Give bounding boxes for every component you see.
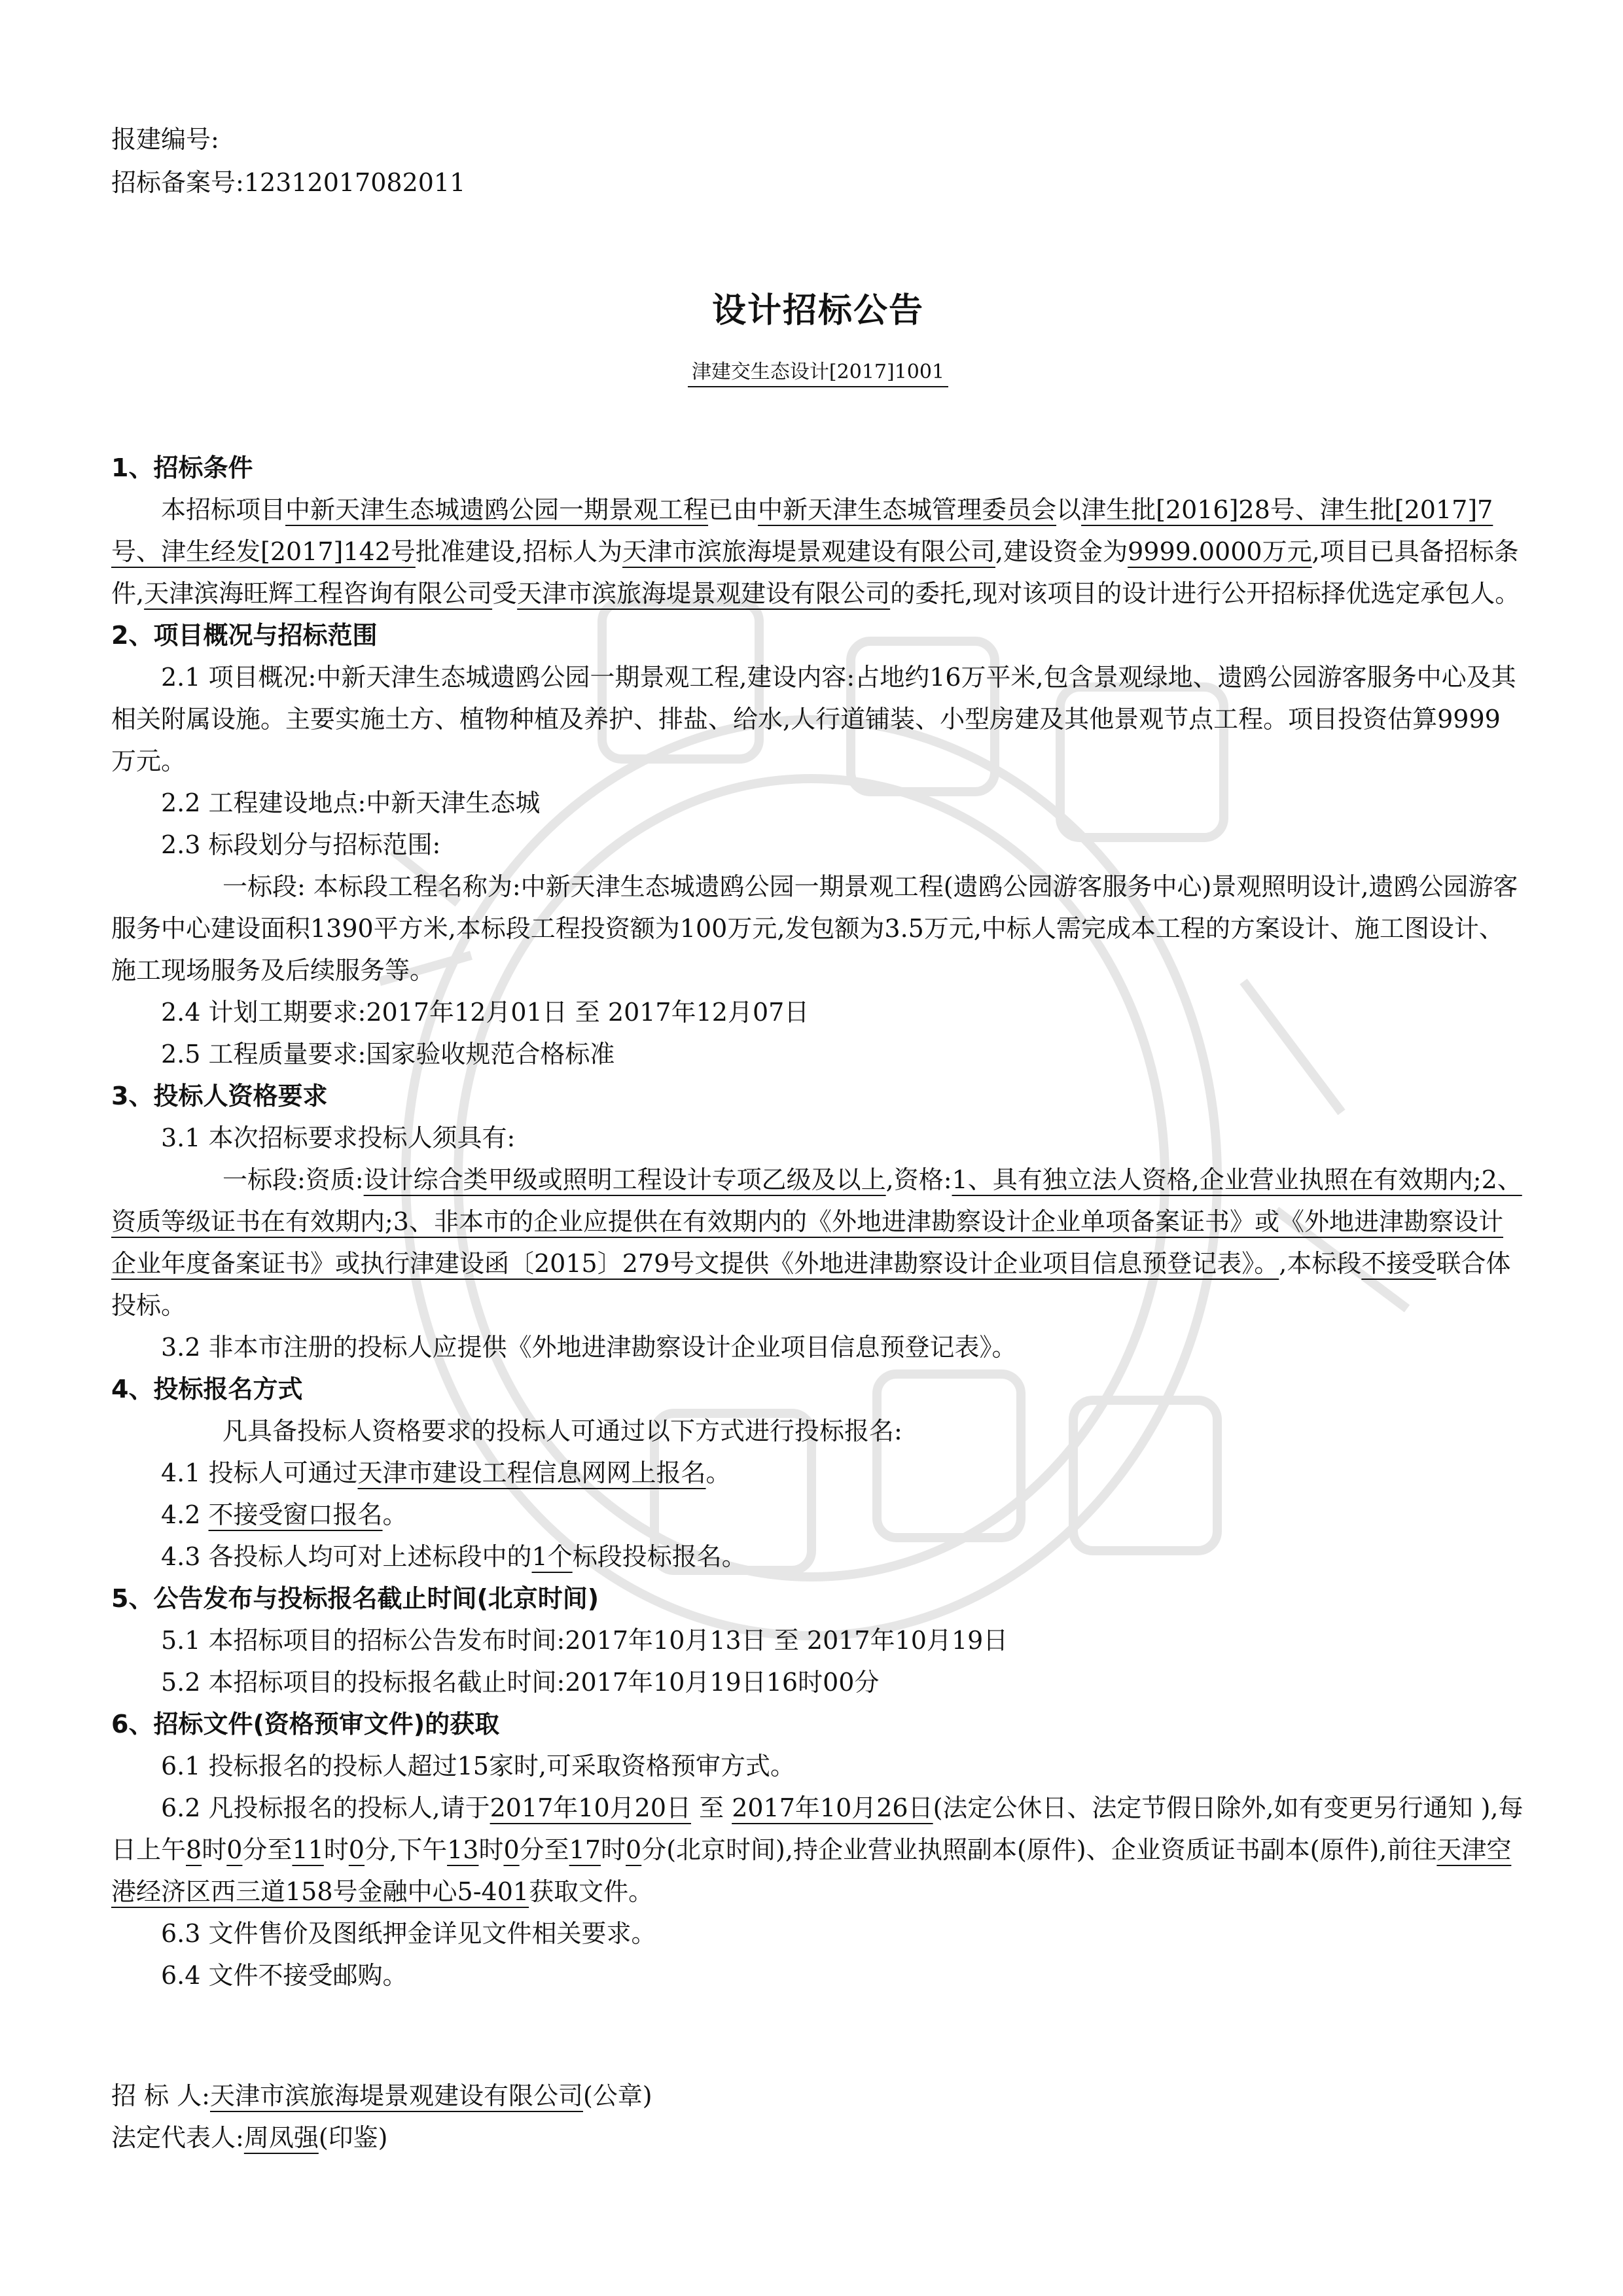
end-date: 2017年10月26日 [732,1793,933,1822]
agent-name: 天津滨海旺辉工程咨询有限公司 [144,579,493,608]
section-5-1: 5.1 本招标项目的招标公告发布时间:2017年10月13日 至 2017年10月19日 [161,1626,1008,1655]
section-6-2: 6.2 凡投标报名的投标人,请于2017年10月20日 至 2017年10月26日(法定公休日、法定节假日除外,如有变更另行通知 ),每日上午8时0分至11时0分,下午13时0分至17时0分(北京时间),持企业营业执照副本(原件)、企业资质证书副本(原件),前往天津空港经济区西三道158号金融中心5-401获取文件。 [111,1793,1524,1906]
registration-site: 天津市建设工程信息网网上报名 [357,1458,706,1487]
section-4-1: 4.1 投标人可通过天津市建设工程信息网网上报名。 [161,1458,731,1487]
section-2-heading: 2、项目概况与招标范围 [111,621,378,650]
document-number: 津建交生态设计[2017]1001 [111,355,1525,384]
section-3-1-lot1: 一标段:资质:设计综合类甲级或照明工程设计专项乙级及以上,资格:1、具有独立法人资格,企业营业执照在有效期内;2、资质等级证书在有效期内;3、非本市的企业应提供在有效期内的《外地进津勘察设计企业单项备案证书》或《外地进津勘察设计企业年度备案证书》或执行津建设函〔2015〕279号文提供《外地进津勘察设计企业项目信息预登记表》。,本标段不接受联合体投标。 [111,1165,1522,1320]
section-2-1: 2.1 项目概况:中新天津生态城遗鸥公园一期景观工程,建设内容:占地约16万平米,包含景观绿地、遗鸥公园游客服务中心及其相关附属设施。主要实施土方、植物种植及养护、排盐、给水,人行道铺装、小型房建及其他景观节点工程。项目投资估算9999万元。 [111,663,1516,775]
filing-no-label: 招标备案号: [111,168,244,197]
section-3-2: 3.2 非本市注册的投标人应提供《外地进津勘察设计企业项目信息预登记表》。 [161,1333,1017,1362]
report-no-line [111,118,1525,161]
section-5-2: 5.2 本招标项目的投标报名截止时间:2017年10月19日16时00分 [161,1668,880,1697]
section-4-2: 4.2 不接受窗口报名。 [161,1500,408,1529]
document-title: 设计招标公告 [711,291,924,330]
section-4-heading: 4、投标报名方式 [111,1375,303,1404]
section-6-1: 6.1 投标报名的投标人超过15家时,可采取资格预审方式。 [161,1752,795,1780]
section-2-3: 2.3 标段划分与招标范围: [161,830,441,859]
signature-tenderer: 招 标 人:天津市滨旅海堤景观建设有限公司(公章) [111,2081,652,2110]
section-2-4: 2.4 计划工期要求:2017年12月01日 至 2017年12月07日 [161,998,810,1027]
section-2-2: 2.2 工程建设地点:中新天津生态城 [161,788,541,817]
fund-amount: 9999.0000万元 [1128,537,1312,566]
qualification-requirements: 1、具有独立法人资格,企业营业执照在有效期内;2、资质等级证书在有效期内;3、非本市的企业应提供在有效期内的《外地进津勘察设计企业单项备案证书》或《外地进津勘察设计企业年度备案证书》或执行津建设函〔2015〕279号文提供《外地进津勘察设计企业项目信息预登记表》。 [111,1165,1522,1278]
lot-count: 1个 [531,1542,573,1571]
tenderer-name-2: 天津市滨旅海堤景观建设有限公司 [517,579,891,608]
section-4-intro: 凡具备投标人资格要求的投标人可通过以下方式进行投标报名: [223,1417,902,1445]
filing-no-value: 12312017082011 [243,168,466,197]
project-name: 中新天津生态城遗鸥公园一期景观工程 [285,495,709,524]
section-1-heading: 1、招标条件 [111,453,253,482]
section-6-4: 6.4 文件不接受邮购。 [161,1961,408,1990]
start-date: 2017年10月20日 [490,1793,692,1822]
section-6-3: 6.3 文件售价及图纸押金详见文件相关要求。 [161,1919,656,1948]
section-2-3-lot1: 一标段: 本标段工程名称为:中新天津生态城遗鸥公园一期景观工程(遗鸥公园游客服务中心)景观照明设计,遗鸥公园游客服务中心建设面积1390平方米,本标段工程投资额为100万元,发包额为3.5万元,中标人需完成本工程的方案设计、施工图设计、施工现场服务及后续服务等。 [111,872,1518,985]
filing-no-line [111,161,1525,204]
section-1-body: 本招标项目中新天津生态城遗鸥公园一期景观工程已由中新天津生态城管理委员会以津生批[2016]28号、津生批[2017]7号、津生经发[2017]142号批准建设,招标人为天津市滨旅海堤景观建设有限公司,建设资金为9999.0000万元,项目已具备招标条件,天津滨海旺辉工程咨询有限公司受天津市滨旅海堤景观建设有限公司的委托,现对该项目的设计进行公开招标择优选定承包人。 [111,495,1520,608]
window-registration: 不接受窗口报名 [208,1500,383,1529]
section-6-heading: 6、招标文件(资格预审文件)的获取 [111,1710,500,1739]
report-no-label: 报建编号: [111,125,219,154]
signature-representative: 法定代表人:周凤强(印鉴) [111,2123,388,2152]
section-3-1: 3.1 本次招标要求投标人须具有: [161,1123,516,1152]
signature-rep-name: 周凤强 [243,2123,319,2152]
qualification-grade: 设计综合类甲级或照明工程设计专项乙级及以上 [363,1165,886,1194]
approval-number: 津生批[2016]28号、津生批[2017]7号、津生经发[2017]142号 [111,495,1493,566]
section-5-heading: 5、公告发布与投标报名截止时间(北京时间) [111,1584,599,1613]
tenderer-name: 天津市滨旅海堤景观建设有限公司 [622,537,995,566]
pickup-address: 天津空港经济区西三道158号金融中心5-401 [111,1835,1512,1906]
signature-tenderer-name: 天津市滨旅海堤景观建设有限公司 [209,2081,583,2110]
document-page [111,118,1525,2159]
consortium-policy: 不接受 [1361,1249,1436,1278]
section-3-heading: 3、投标人资格要求 [111,1082,328,1110]
section-4-3: 4.3 各投标人均可对上述标段中的1个标段投标报名。 [161,1542,747,1571]
section-2-5: 2.5 工程质量要求:国家验收规范合格标准 [161,1040,615,1069]
approver-name: 中新天津生态城管理委员会 [758,495,1057,524]
